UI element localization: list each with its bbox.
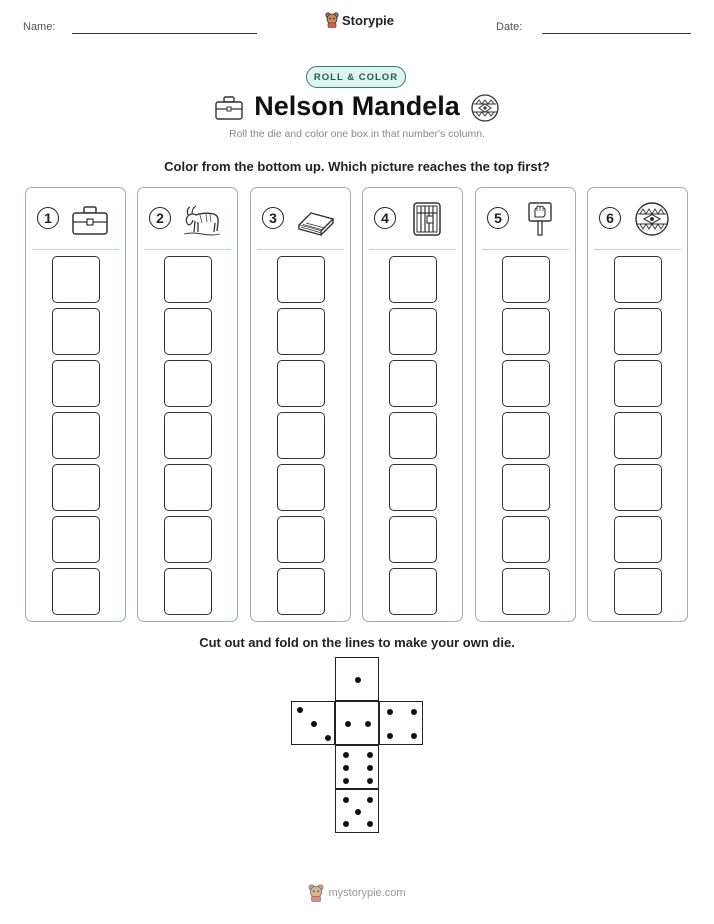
die-face-1: [335, 657, 379, 701]
die-instruction: Cut out and fold on the lines to make your own die.: [199, 635, 515, 650]
die-pip: [343, 821, 349, 827]
color-box[interactable]: [614, 568, 662, 615]
color-box[interactable]: [164, 516, 212, 563]
column-divider: [369, 249, 456, 250]
column-divider: [144, 249, 231, 250]
color-box[interactable]: [52, 308, 100, 355]
die-pip: [387, 709, 393, 715]
color-box[interactable]: [52, 256, 100, 303]
roll-color-badge: ROLL & COLOR: [306, 66, 406, 88]
column-divider: [482, 249, 569, 250]
color-box[interactable]: [389, 360, 437, 407]
column-5: [475, 187, 576, 622]
color-box[interactable]: [614, 516, 662, 563]
footer-url[interactable]: mystorypie.com: [328, 887, 406, 899]
color-box[interactable]: [389, 412, 437, 459]
die-pip: [387, 733, 393, 739]
die-pip: [411, 733, 417, 739]
die-pip: [343, 765, 349, 771]
color-box[interactable]: [52, 360, 100, 407]
color-box[interactable]: [164, 464, 212, 511]
die-face-4: [379, 701, 423, 745]
color-box[interactable]: [277, 412, 325, 459]
die-pip: [343, 797, 349, 803]
name-line[interactable]: [72, 33, 257, 34]
color-box[interactable]: [502, 308, 550, 355]
column-2: [137, 187, 238, 622]
color-box[interactable]: [502, 360, 550, 407]
brand-logo: [325, 12, 394, 28]
footer: [0, 884, 714, 902]
color-box[interactable]: [164, 412, 212, 459]
color-box[interactable]: [277, 464, 325, 511]
column-number: 6: [599, 207, 621, 229]
color-box[interactable]: [502, 568, 550, 615]
column-divider: [594, 249, 681, 250]
color-box[interactable]: [52, 516, 100, 563]
die-pip: [297, 707, 303, 713]
die-pip: [367, 752, 373, 758]
color-box[interactable]: [277, 308, 325, 355]
subtitle: Roll the die and color one box in that number's column.: [229, 128, 485, 140]
briefcase-icon: [70, 201, 110, 237]
die-pip: [311, 721, 317, 727]
color-box[interactable]: [389, 516, 437, 563]
color-box[interactable]: [502, 412, 550, 459]
color-box[interactable]: [164, 308, 212, 355]
color-box[interactable]: [164, 256, 212, 303]
column-number: 4: [374, 207, 396, 229]
color-box[interactable]: [502, 464, 550, 511]
die-pip: [365, 721, 371, 727]
color-box[interactable]: [52, 568, 100, 615]
date-line[interactable]: [542, 33, 691, 34]
bear-icon: [308, 884, 324, 902]
color-box[interactable]: [277, 360, 325, 407]
color-box[interactable]: [389, 568, 437, 615]
color-box[interactable]: [277, 568, 325, 615]
color-box[interactable]: [614, 412, 662, 459]
column-number: 3: [262, 207, 284, 229]
date-label: Date:: [496, 21, 523, 33]
color-box[interactable]: [614, 360, 662, 407]
die-face-6: [335, 745, 379, 789]
african-pattern-circle-icon: [632, 201, 672, 237]
instruction-text: Color from the bottom up. Which picture reaches the top first?: [164, 159, 550, 174]
column-3: [250, 187, 351, 622]
die-pip: [355, 809, 361, 815]
column-number: 1: [37, 207, 59, 229]
ox-icon: [182, 201, 222, 237]
book-icon: [295, 201, 335, 237]
african-pattern-circle-icon: [470, 93, 500, 123]
die-pip: [367, 821, 373, 827]
column-6: [587, 187, 688, 622]
color-box[interactable]: [52, 412, 100, 459]
column-number: 2: [149, 207, 171, 229]
color-box[interactable]: [389, 308, 437, 355]
column-number: 5: [487, 207, 509, 229]
color-box[interactable]: [389, 256, 437, 303]
die-pip: [411, 709, 417, 715]
die-pip: [343, 752, 349, 758]
prison-door-icon: [407, 201, 447, 237]
protest-sign-icon: [520, 201, 560, 237]
color-box[interactable]: [389, 464, 437, 511]
color-box[interactable]: [277, 516, 325, 563]
die-face-5: [335, 789, 379, 833]
page-title: Nelson Mandela: [254, 91, 460, 121]
die-pip: [343, 778, 349, 784]
die-face-3: [291, 701, 335, 745]
color-box[interactable]: [502, 516, 550, 563]
color-box[interactable]: [277, 256, 325, 303]
color-box[interactable]: [502, 256, 550, 303]
bear-icon: [325, 12, 339, 28]
die-pip: [345, 721, 351, 727]
column-1: [25, 187, 126, 622]
brand-name: Storypie: [342, 12, 395, 28]
column-divider: [32, 249, 119, 250]
die-pip: [367, 765, 373, 771]
color-box[interactable]: [614, 464, 662, 511]
die-pip: [367, 778, 373, 784]
color-box[interactable]: [164, 360, 212, 407]
die-pip: [325, 735, 331, 741]
name-label: Name:: [23, 21, 56, 33]
color-box[interactable]: [614, 308, 662, 355]
color-box[interactable]: [52, 464, 100, 511]
die-pip: [367, 797, 373, 803]
column-divider: [257, 249, 344, 250]
die-pip: [355, 677, 361, 683]
color-box[interactable]: [614, 256, 662, 303]
die-face-2: [335, 701, 379, 745]
color-box[interactable]: [164, 568, 212, 615]
column-4: [362, 187, 463, 622]
